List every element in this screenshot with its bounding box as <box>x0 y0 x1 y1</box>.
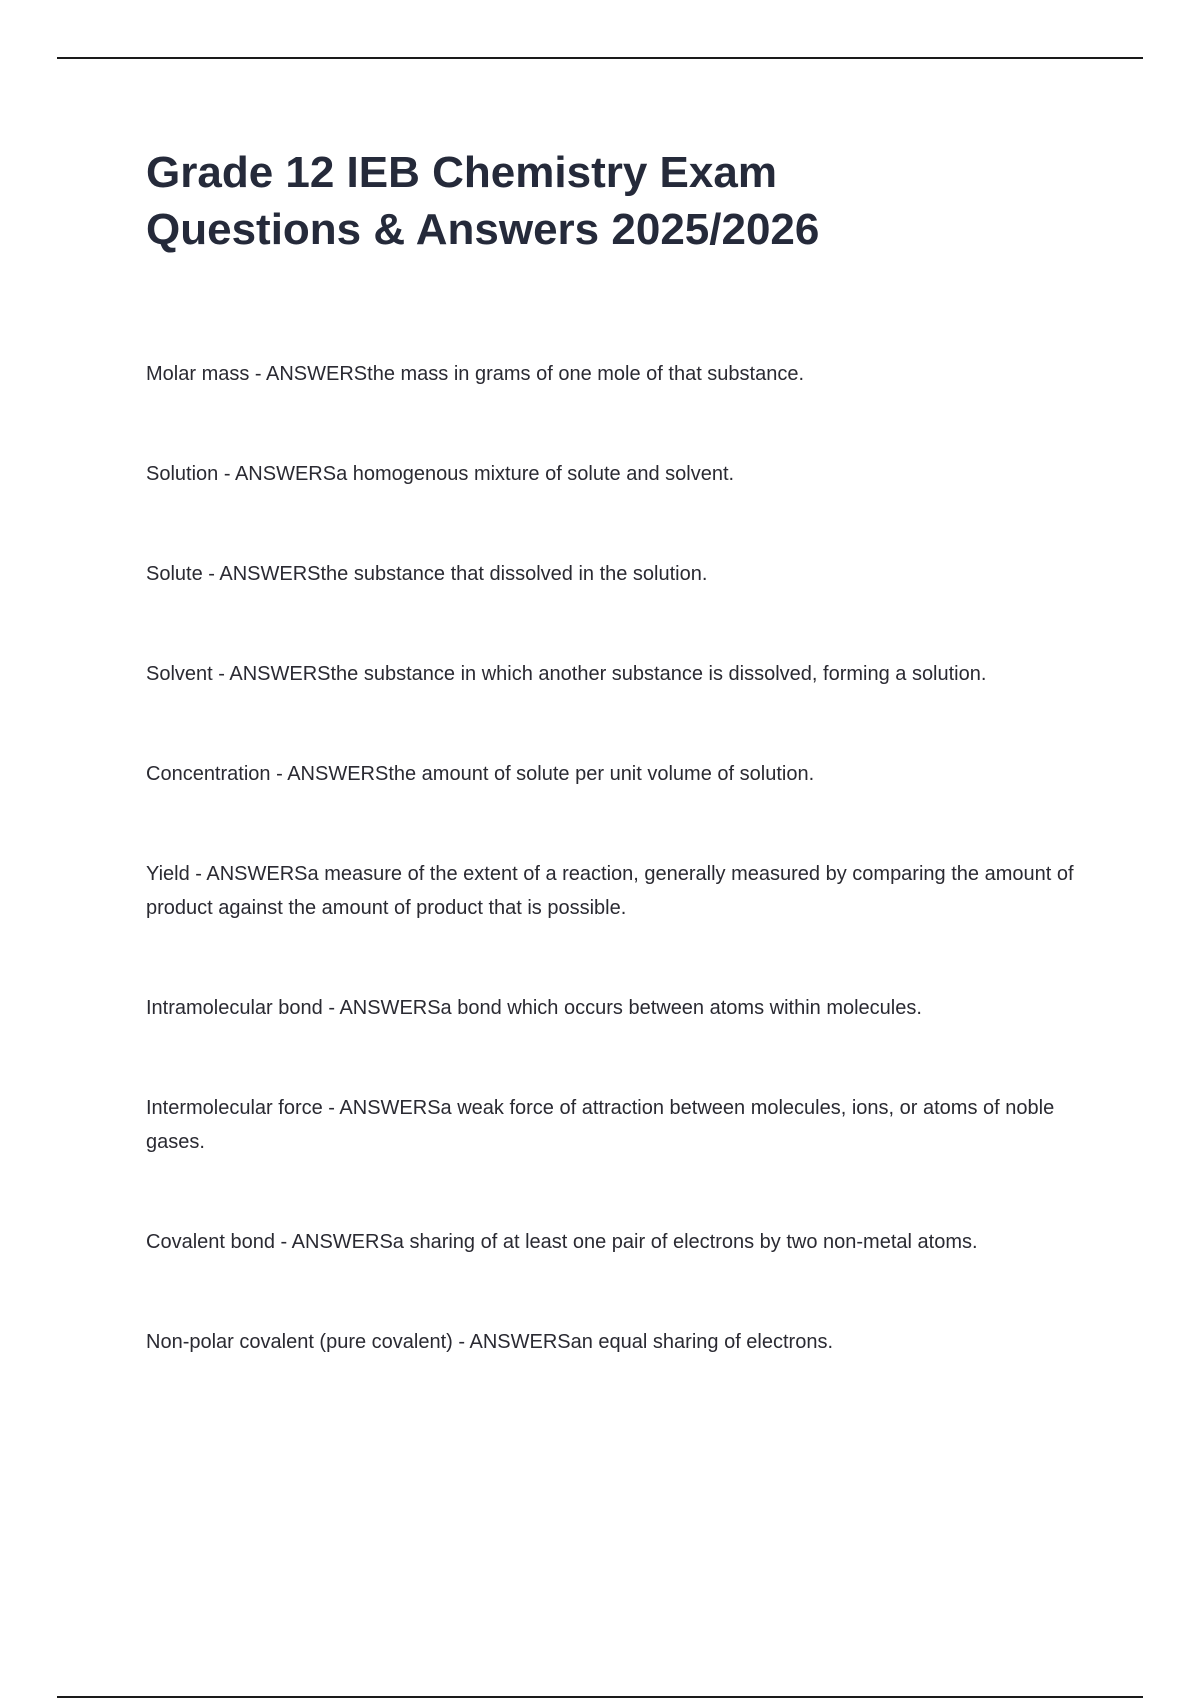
qa-list <box>146 357 1106 1425</box>
bottom-divider <box>57 1696 1143 1698</box>
qa-item-concentration: Concentration - ANSWERSthe amount of solute per unit volume of solution. <box>146 763 815 785</box>
top-divider <box>57 57 1143 59</box>
qa-item-covalent-bond: Covalent bond - ANSWERSa sharing of at least one pair of electrons by two non-metal atoms. <box>146 1231 978 1253</box>
qa-item-yield: Yield - ANSWERSa measure of the extent of a reaction, generally measured by comparing the amount of product against the amount of product that is possible. <box>146 863 1074 919</box>
title-line-1: Grade 12 IEB Chemistry Exam <box>146 148 777 197</box>
qa-item-solute: Solute - ANSWERSthe substance that dissolved in the solution. <box>146 563 708 585</box>
qa-item-intermolecular-force: Intermolecular force - ANSWERSa weak force of attraction between molecules, ions, or atoms of noble gases. <box>146 1097 1055 1153</box>
qa-item-solvent: Solvent - ANSWERSthe substance in which another substance is dissolved, forming a solution. <box>146 663 987 685</box>
qa-item-solution: Solution - ANSWERSa homogenous mixture of solute and solvent. <box>146 463 735 485</box>
title-line-2: Questions & Answers 2025/2026 <box>146 205 820 254</box>
qa-item-molar-mass: Molar mass - ANSWERSthe mass in grams of one mole of that substance. <box>146 363 805 385</box>
qa-item-intramolecular-bond: Intramolecular bond - ANSWERSa bond which occurs between atoms within molecules. <box>146 997 922 1019</box>
document-title <box>146 144 1106 258</box>
qa-item-non-polar-covalent: Non-polar covalent (pure covalent) - ANSWERSan equal sharing of electrons. <box>146 1331 834 1353</box>
